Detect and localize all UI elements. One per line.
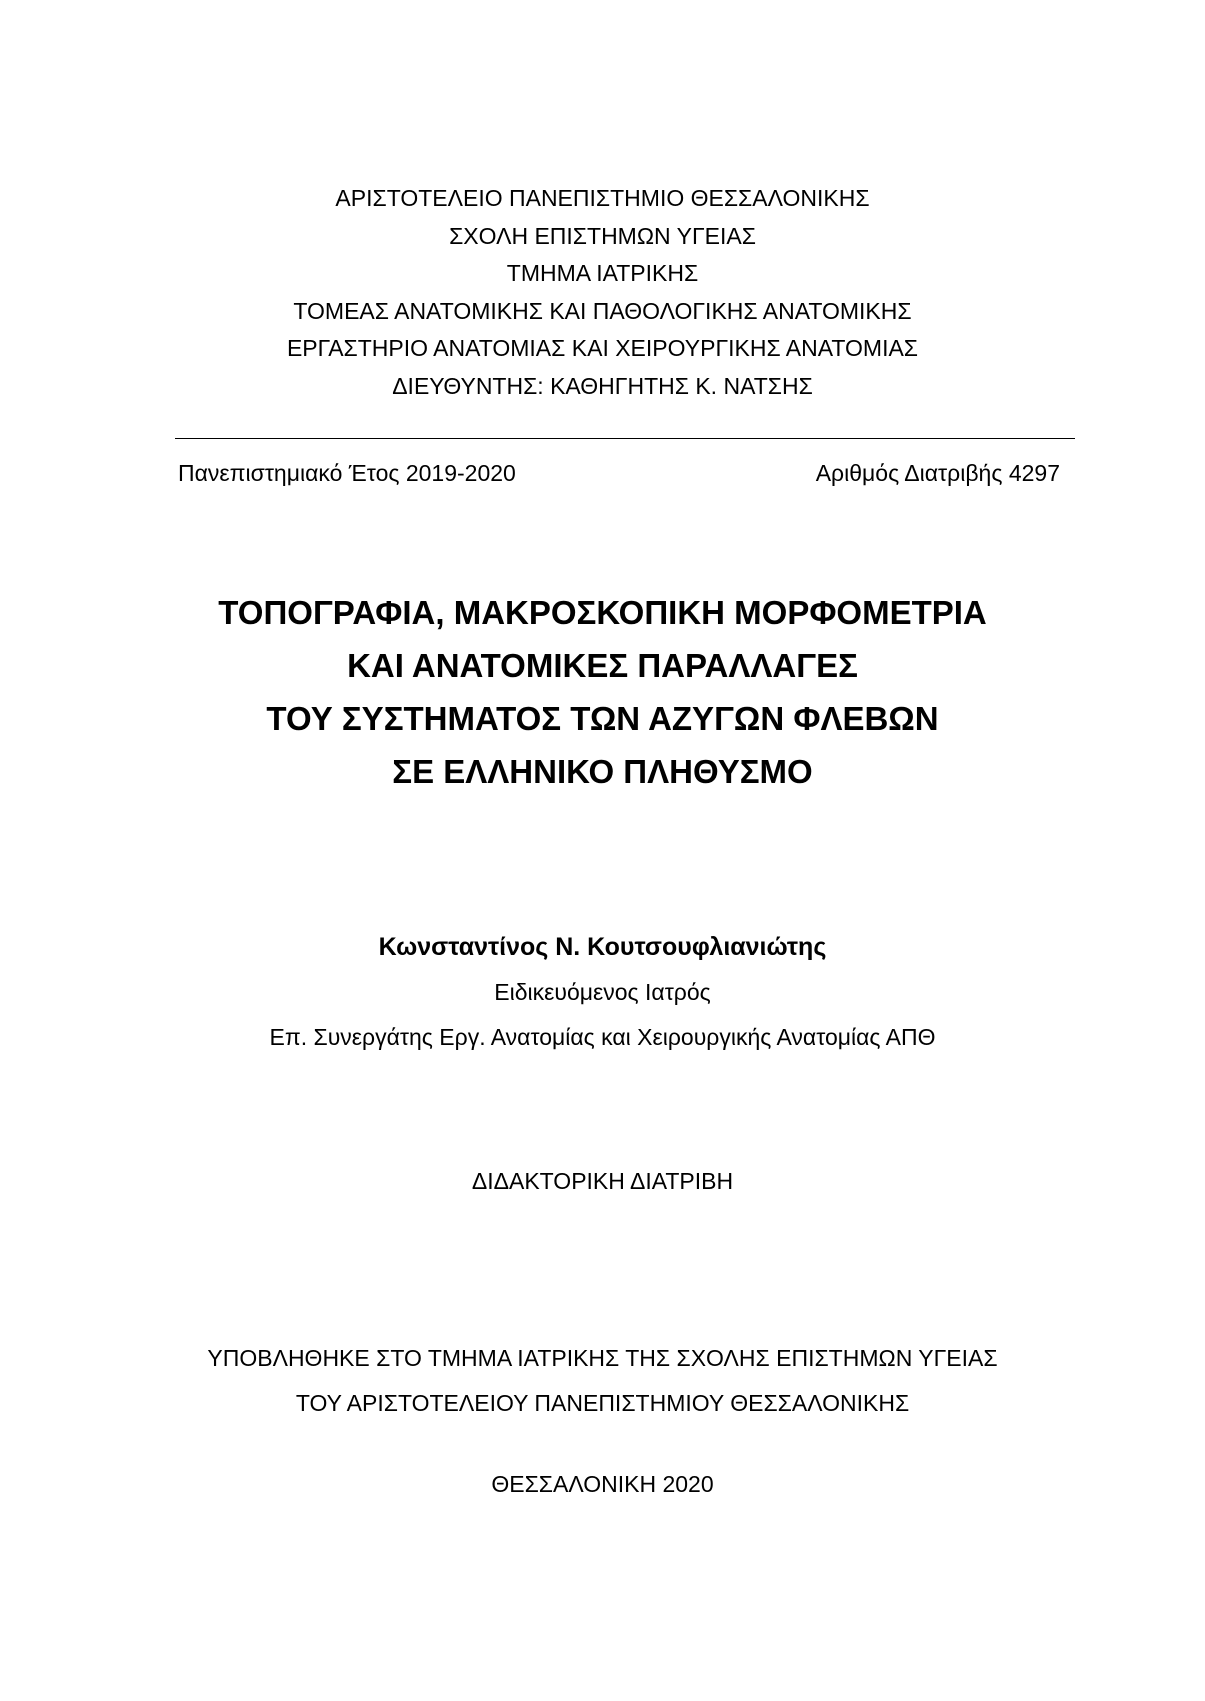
laboratory-name: ΕΡΓΑΣΤΗΡΙΟ ΑΝΑΤΟΜΙΑΣ ΚΑΙ ΧΕΙΡΟΥΡΓΙΚΗΣ ΑΝΑΤΟΜΙΑΣ [286,335,919,361]
submission-statement [0,1336,1205,1426]
thesis-type: ΔΙΔΑΚΤΟΡΙΚΗ ΔΙΑΤΡΙΒΗ [471,1168,734,1194]
submission-line-2: ΤΟΥ ΑΡΙΣΤΟΤΕΛΕΙΟΥ ΠΑΝΕΠΙΣΤΗΜΙΟΥ ΘΕΣΣΑΛΟΝΙΚΗΣ [295,1390,910,1416]
sector-name: ΤΟΜΕΑΣ ΑΝΑΤΟΜΙΚΗΣ ΚΑΙ ΠΑΘΟΛΟΓΙΚΗΣ ΑΝΑΤΟΜΙΚΗΣ [293,297,912,324]
submission-line-1: ΥΠΟΒΛΗΘΗΚΕ ΣΤΟ ΤΜΗΜΑ ΙΑΤΡΙΚΗΣ ΤΗΣ ΣΧΟΛΗΣ ΕΠΙΣΤΗΜΩΝ ΥΓΕΙΑΣ [207,1345,998,1371]
title-line-4: ΣΕ ΕΛΛΗΝΙΚΟ ΠΛΗΘΥΣΜΟ [392,753,813,790]
director-line: ΔΙΕΥΘΥΝΤΗΣ: ΚΑΘΗΓΗΤΗΣ Κ. ΝΑΤΣΗΣ [392,372,813,399]
title-line-1: ΤΟΠΟΓΡΑΦΙΑ, ΜΑΚΡΟΣΚΟΠΙΚΗ ΜΟΡΦΟΜΕΤΡΙΑ [218,594,987,631]
author-role: Ειδικευόμενος Ιατρός [494,979,711,1005]
thesis-number: Αριθμός Διατριβής 4297 [815,460,1060,486]
academic-year: Πανεπιστημιακό Έτος 2019-2020 [178,460,516,486]
header-divider [175,438,1075,439]
author-affiliation: Επ. Συνεργάτης Εργ. Ανατομίας και Χειρουργικής Ανατομίας ΑΠΘ [269,1024,936,1050]
author-name: Κωνσταντίνος Ν. Κουτσουφλιανιώτης [378,933,827,961]
department-name: ΤΜΗΜΑ ΙΑΤΡΙΚΗΣ [506,260,699,286]
title-line-3: ΤΟΥ ΣΥΣΤΗΜΑΤΟΣ ΤΩΝ ΑΖΥΓΩΝ ΦΛΕΒΩΝ [266,700,939,737]
university-name: ΑΡΙΣΤΟΤΕΛΕΙΟ ΠΑΝΕΠΙΣΤΗΜΙΟ ΘΕΣΣΑΛΟΝΙΚΗΣ [335,185,870,211]
place-date: ΘΕΣΣΑΛΟΝΙΚΗ 2020 [491,1471,714,1497]
thesis-title [0,586,1205,798]
title-line-2: ΚΑΙ ΑΝΑΤΟΜΙΚΕΣ ΠΑΡΑΛΛΑΓΕΣ [347,647,858,684]
institution-header [0,180,1205,405]
school-name: ΣΧΟΛΗ ΕΠΙΣΤΗΜΩΝ ΥΓΕΙΑΣ [449,222,756,249]
author-block [0,925,1205,1060]
